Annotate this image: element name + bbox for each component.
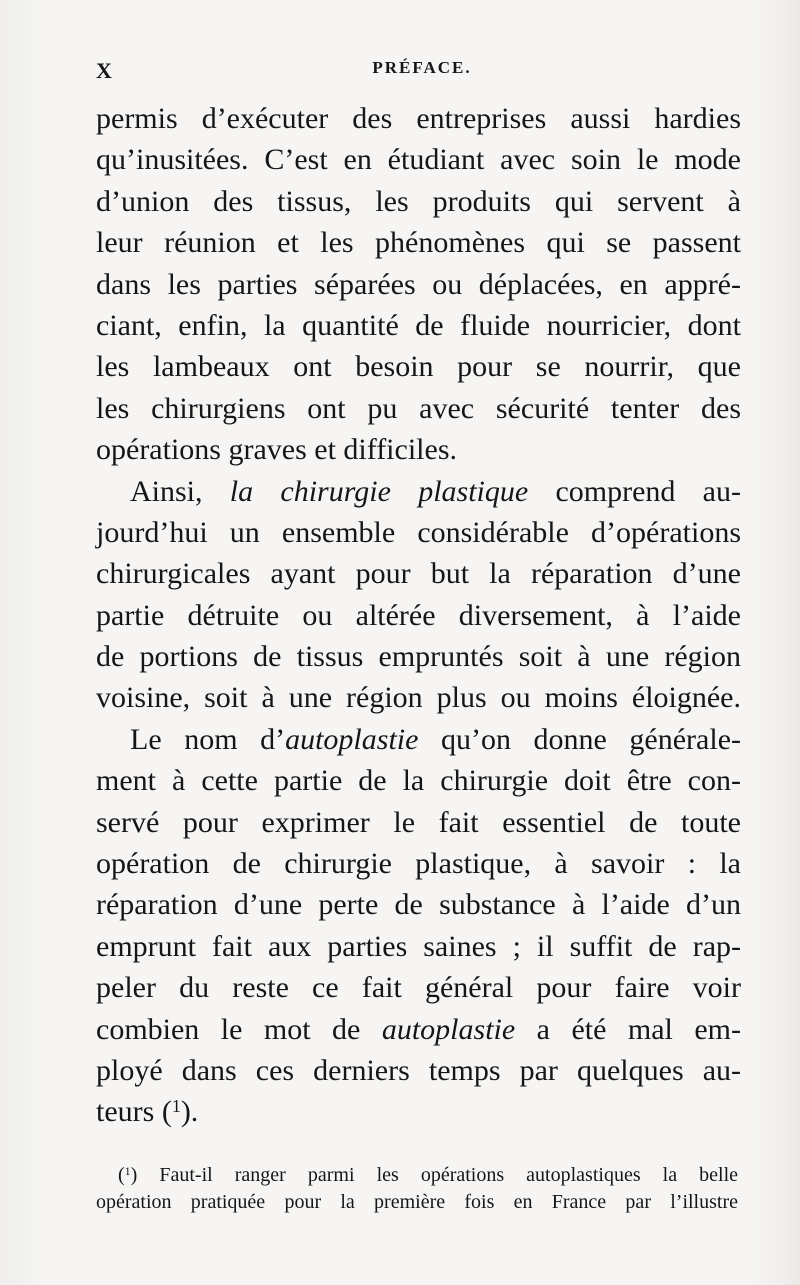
page-number: X: [96, 58, 113, 83]
text-run: ).: [180, 1095, 199, 1129]
text-run: Ainsi,: [130, 474, 230, 508]
text-line: servé pour exprimer le fait essentiel de toute: [96, 805, 741, 839]
text-line: [96, 471, 741, 512]
text-line: opération de chirurgie plastique, à savoir : la: [96, 847, 741, 881]
footnote-line: opération pratiquée pour la première fois en France par l’illustre: [96, 1191, 738, 1213]
text-line: partie détruite ou altérée diversement, à l’aide: [96, 598, 741, 632]
text-line: ployé dans ces derniers temps par quelques au-: [96, 1053, 741, 1087]
text-line: de portions de tissus empruntés soit à une région: [96, 640, 741, 674]
text-run: (: [118, 1164, 125, 1186]
text-line: jourd’hui un ensemble considérable d’opérations: [96, 515, 741, 549]
text-line: réparation d’une perte de substance à l’aide d’un: [96, 888, 741, 922]
text-run: qu’on donne générale-: [418, 722, 741, 756]
body-text: [96, 98, 741, 1133]
text-run: combien le mot de: [96, 1012, 382, 1046]
italic-term: autoplastie: [381, 1012, 516, 1046]
text-line: [96, 1009, 741, 1050]
text-line: d’union des tissus, les produits qui servent à: [96, 184, 741, 218]
footnote-line: [96, 1162, 738, 1189]
text-line: chirurgicales ayant pour but la réparation d’une: [96, 557, 741, 591]
text-line: qu’inusitées. C’est en étudiant avec soin le mode: [96, 143, 741, 177]
text-line: ment à cette partie de la chirurgie doit être con-: [96, 764, 741, 798]
italic-term: autoplastie: [285, 722, 419, 756]
text-line: leur réunion et les phénomènes qui se passent: [96, 226, 741, 260]
footnote-marker: 1: [124, 1164, 131, 1178]
text-line: peler du reste ce fait général pour faire voir: [96, 971, 741, 1005]
text-run: ) Faut-il ranger parmi les opérations autoplastiques la belle: [130, 1164, 738, 1186]
running-title: PRÉFACE.: [372, 58, 472, 77]
text-line: [96, 1091, 741, 1132]
footnotes: [96, 1162, 738, 1216]
text-line: les chirurgiens ont pu avec sécurité tenter des: [96, 391, 741, 425]
text-line: voisine, soit à une région plus ou moins éloignée.: [96, 681, 741, 715]
text-run: teurs (: [96, 1095, 172, 1129]
text-line: permis d’exécuter des entreprises aussi hardies: [96, 102, 741, 135]
text-line: emprunt fait aux parties saines ; il suffit de rap-: [96, 929, 741, 963]
text-line: dans les parties séparées ou déplacées, en appré-: [96, 267, 741, 301]
text-run: Le nom d’: [130, 722, 286, 756]
italic-term: la chirurgie plastique: [229, 474, 529, 508]
text-run: a été mal em-: [515, 1012, 741, 1046]
text-line: opérations graves et difficiles.: [96, 433, 457, 467]
running-head: [96, 58, 740, 88]
text-line: ciant, enfin, la quantité de fluide nourricier, dont: [96, 308, 741, 342]
footnote-marker: 1: [171, 1096, 181, 1117]
text-run: comprend au-: [528, 474, 741, 508]
text-line: les lambeaux ont besoin pour se nourrir, que: [96, 350, 741, 384]
text-line: [96, 719, 741, 760]
